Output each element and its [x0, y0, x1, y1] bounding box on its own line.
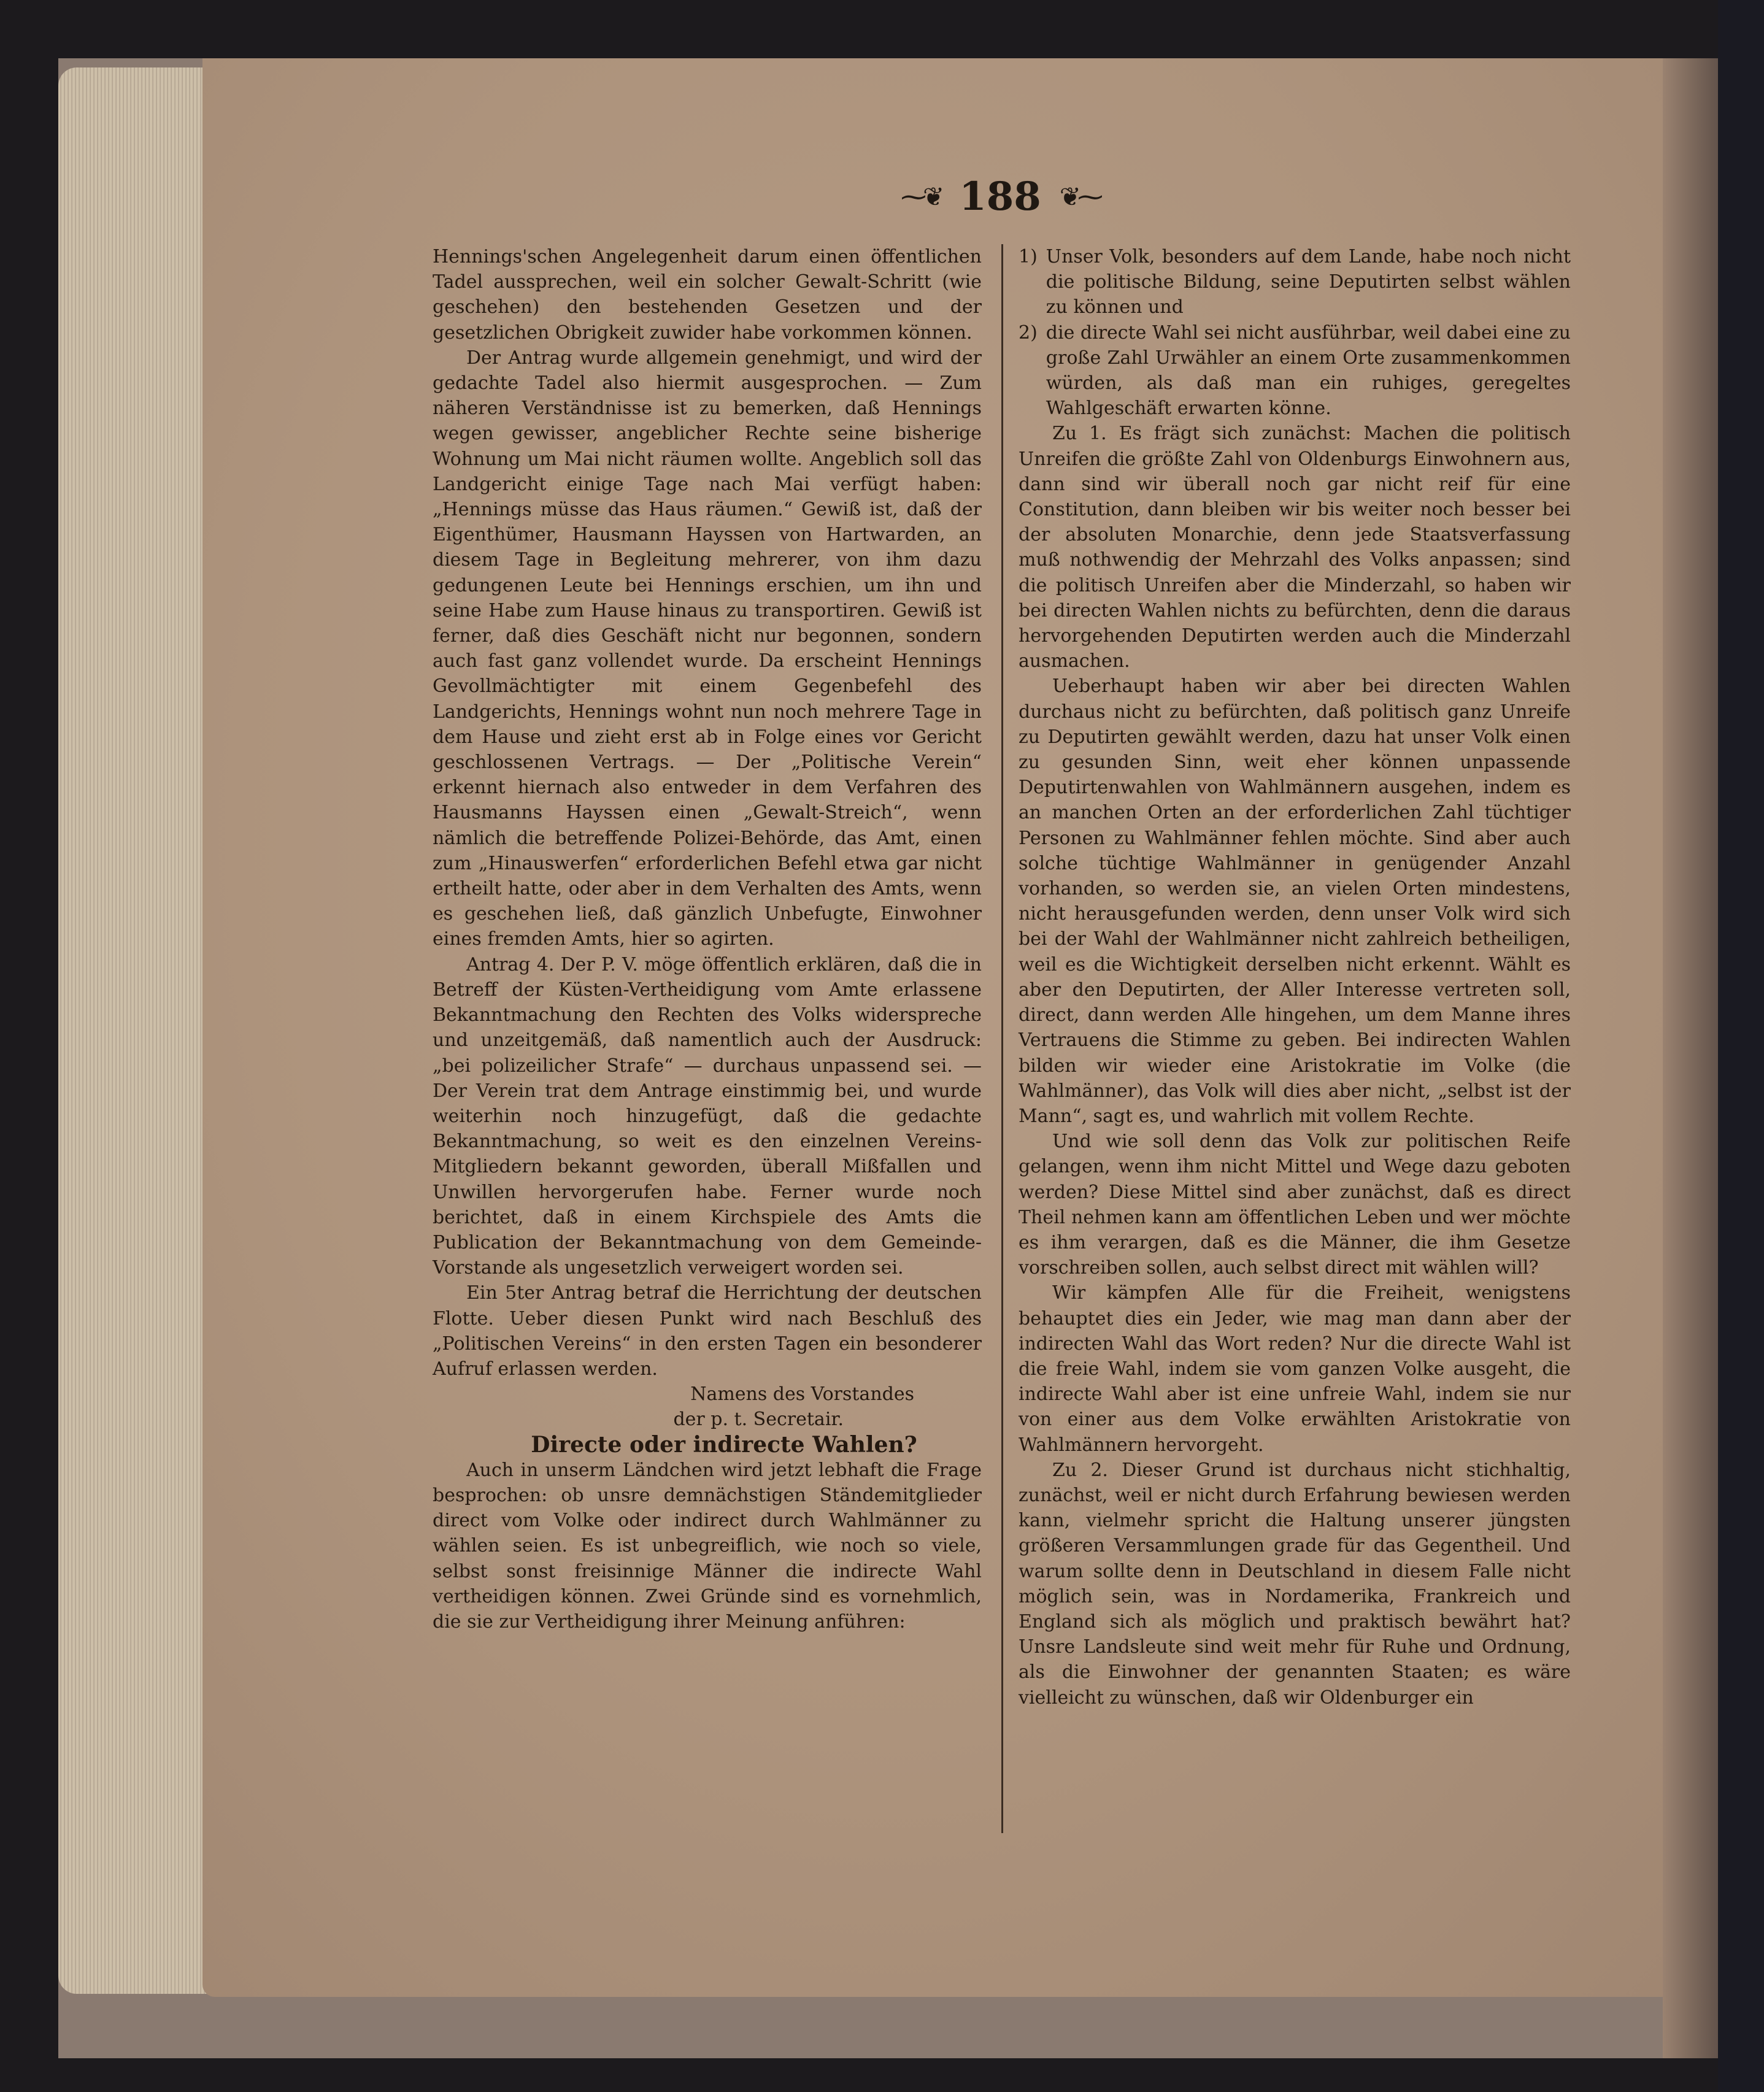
scan-border — [1718, 0, 1764, 2092]
page-header — [853, 175, 1147, 218]
signature-line: der p. t. Secretair. — [673, 1409, 844, 1431]
item-number: 1) — [1019, 246, 1038, 267]
left-column — [433, 244, 982, 1634]
item-number: 2) — [1019, 321, 1038, 344]
item-text: Unser Volk, besonders auf dem Lande, habe noch nicht die politische Bildung, seine Deputirten selbst wählen zu können und — [1046, 246, 1571, 318]
signature-line: Namens des Vorstandes — [690, 1383, 914, 1406]
paragraph: Hennings'schen Angelegenheit darum einen öffentlichen Tadel aussprechen, weil ein solcher Gewalt-Schritt (wie geschehen) den bestehenden Gesetzen und der gesetzlichen Obrigkeit zuwider habe vorkommen können. — [433, 246, 982, 344]
numbered-item — [1019, 244, 1571, 320]
paragraph: Ein 5ter Antrag betraf die Herrichtung der deutschen Flotte. Ueber diesen Punkt wird nach Beschluß des „Politischen Vereins“ in den ersten Tagen ein besonderer Aufruf erlassen werden. — [433, 1282, 982, 1380]
paragraph: Ueberhaupt haben wir aber bei directen Wahlen durchaus nicht zu befürchten, daß politisch ganz Unreife zu Deputirten gewählt werden, dazu hat unser Volk einen zu gesunden Sinn, weit eher können unpassende Deputirtenwahlen von Wahlmännern ausgehen, indem es an manchen Orten an der erforderlichen Zahl tüchtiger Personen zu Wahlmänner fehlen möchte. Sind aber auch solche tüchtige Wahlmänner in genügender Anzahl vorhanden, so werden sie, an vielen Orten mindestens, nicht herausgefunden werden, denn unser Volk wird sich bei der Wahl der Wahlmänner nicht zahlreich betheiligen, weil es die Wichtigkeit derselben nicht erkennt. Wählt es aber den Deputirten, der Aller Interesse vertreten soll, direct, dann werden Alle hingehen, um dem Manne ihres Vertrauens die Stimme zu geben. Bei indirecten Wahlen bilden wir wieder eine Aristokratie im Volke (die Wahlmänner), das Volk will dies aber nicht, „selbst ist der Mann“, sagt es, und wahrlich mit vollem Rechte. — [1019, 675, 1571, 1127]
paragraph: Zu 2. Dieser Grund ist durchaus nicht stichhaltig, zunächst, weil er nicht durch Erfahrung bewiesen werden kann, vielmehr spricht die Haltung unserer jüngsten größeren Versammlungen grade für das Gegentheil. Und warum sollte denn in Deutschland in diesem Falle nicht möglich sein, was in Nordamerika, Frankreich und England sich als möglich und praktisch bewährt hat? Unsre Landsleute sind weit mehr für Ruhe und Ordnung, als die Einwohner der genannten Staaten; es wäre vielleicht zu wünschen, daß wir Oldenburger ein — [1019, 1459, 1571, 1709]
ornament-left-icon: ⁓❦ — [901, 181, 941, 212]
paragraph: Auch in unserm Ländchen wird jetzt lebhaft die Frage besprochen: ob unsre demnächstigen Ständemitglieder direct vom Volke oder indirect durch Wahlmänner zu wählen seien. Es ist unbegreiflich, wie noch so viele, selbst sonst freisinnige Männer die indirecte Wahl vertheidigen können. Zwei Gründe sind es vornehmlich, die sie zur Vertheidigung ihrer Meinung anführen: — [433, 1459, 982, 1632]
section-title: Directe oder indirecte Wahlen? — [531, 1431, 917, 1458]
numbered-item — [1019, 320, 1571, 421]
page-number: 188 — [959, 173, 1041, 220]
paragraph: Der Antrag wurde allgemein genehmigt, und wird der gedachte Tadel also hiermit ausgesprochen. — Zum näheren Verständnisse ist zu bemerken, daß Hennings wegen gewisser, angeblicher Rechte seine bisherige Wohnung um Mai nicht räumen wollte. Angeblich soll das Landgericht einige Tage nach Mai verfügt haben: „Hennings müsse das Haus räumen.“ Gewiß ist, daß der Eigenthümer, Hausmann Hayssen von Hartwarden, an diesem Tage in Begleitung mehrerer, von ihm dazu gedungenen Leute bei Hennings erschien, um ihn und seine Habe zum Hause hinaus zu transportiren. Gewiß ist ferner, daß dies Geschäft nicht nur begonnen, sondern auch fast ganz vollendet wurde. Da erscheint Hennings Gevollmächtigter mit einem Gegenbefehl des Landgerichts, Hennings wohnt nun noch mehrere Tage in dem Hause und zieht erst ab in Folge eines vor Gericht geschlossenen Vertrags. — Der „Politische Verein“ erkennt hiernach also entweder in dem Verfahren des Hausmanns Hayssen einen „Gewalt-Streich“, wenn nämlich die betreffende Polizei-Behörde, das Amt, einen zum „Hinauswerfen“ erforderlichen Befehl etwa gar nicht ertheilt hatte, oder aber in dem Verhalten des Amts, wenn es geschehen ließ, daß gänzlich Unbefugte, Einwohner eines fremden Amts, hier so agirten. — [433, 347, 982, 950]
ornament-right-icon: ❦⁓ — [1059, 181, 1100, 212]
item-text: die directe Wahl sei nicht ausführbar, weil dabei eine zu große Zahl Urwähler an einem Orte zusammenkommen würden, als daß man ein ruhiges, geregeltes Wahlgeschäft erwarten könne. — [1046, 321, 1571, 420]
right-column — [1019, 244, 1571, 1710]
paragraph: Und wie soll denn das Volk zur politischen Reife gelangen, wenn ihm nicht Mittel und Wege dazu geboten werden? Diese Mittel sind aber zunächst, daß es direct Theil nehmen kann am öffentlichen Leben und wer möchte es ihm verargen, daß es die Männer, die ihm Gesetze vorschreiben sollen, auch selbst direct mit wählen will? — [1019, 1131, 1571, 1279]
column-divider — [1001, 244, 1003, 1833]
paragraph: Antrag 4. Der P. V. möge öffentlich erklären, daß die in Betreff der Küsten-Vertheidigung vom Amte erlassene Bekanntmachung den Rechten des Volks widerspreche und unzeitgemäß, daß namentlich auch der Ausdruck: „bei polizeilicher Strafe“ — durchaus unpassend sei. — Der Verein trat dem Antrage einstimmig bei, und wurde weiterhin noch hinzugefügt, daß die gedachte Bekanntmachung, so weit es den einzelnen Vereins-Mitgliedern bekannt geworden, überall Mißfallen und Unwillen hervorgerufen habe. Ferner wurde noch berichtet, daß in einem Kirchspiele des Amts die Publication der Bekanntmachung von dem Gemeinde-Vorstande als ungesetzlich verweigert worden sei. — [433, 953, 982, 1279]
paragraph: Zu 1. Es frägt sich zunächst: Machen die politisch Unreifen die größte Zahl von Oldenburgs Einwohnern aus, dann sind wir überall noch gar nicht reif für eine Constitution, dann bleiben wir bis weiter noch besser bei der absoluten Monarchie, denn jede Staatsverfassung muß nothwendig der Mehrzahl des Volks anpassen; sind die politisch Unreifen aber die Minderzahl, so haben wir bei directen Wahlen nichts zu befürchten, denn die daraus hervorgehenden Deputirten werden auch die Minderzahl ausmachen. — [1019, 423, 1571, 672]
paragraph: Wir kämpfen Alle für die Freiheit, wenigstens behauptet dies ein Jeder, wie mag man dann aber der indirecten Wahl das Wort reden? Nur die directe Wahl ist die freie Wahl, indem sie vom ganzen Volke ausgeht, die indirecte Wahl aber ist eine unfreie Wahl, indem sie nur von einer aus dem Volke erwählten Aristokratie von Wahlmännern hervorgeht. — [1019, 1282, 1571, 1456]
